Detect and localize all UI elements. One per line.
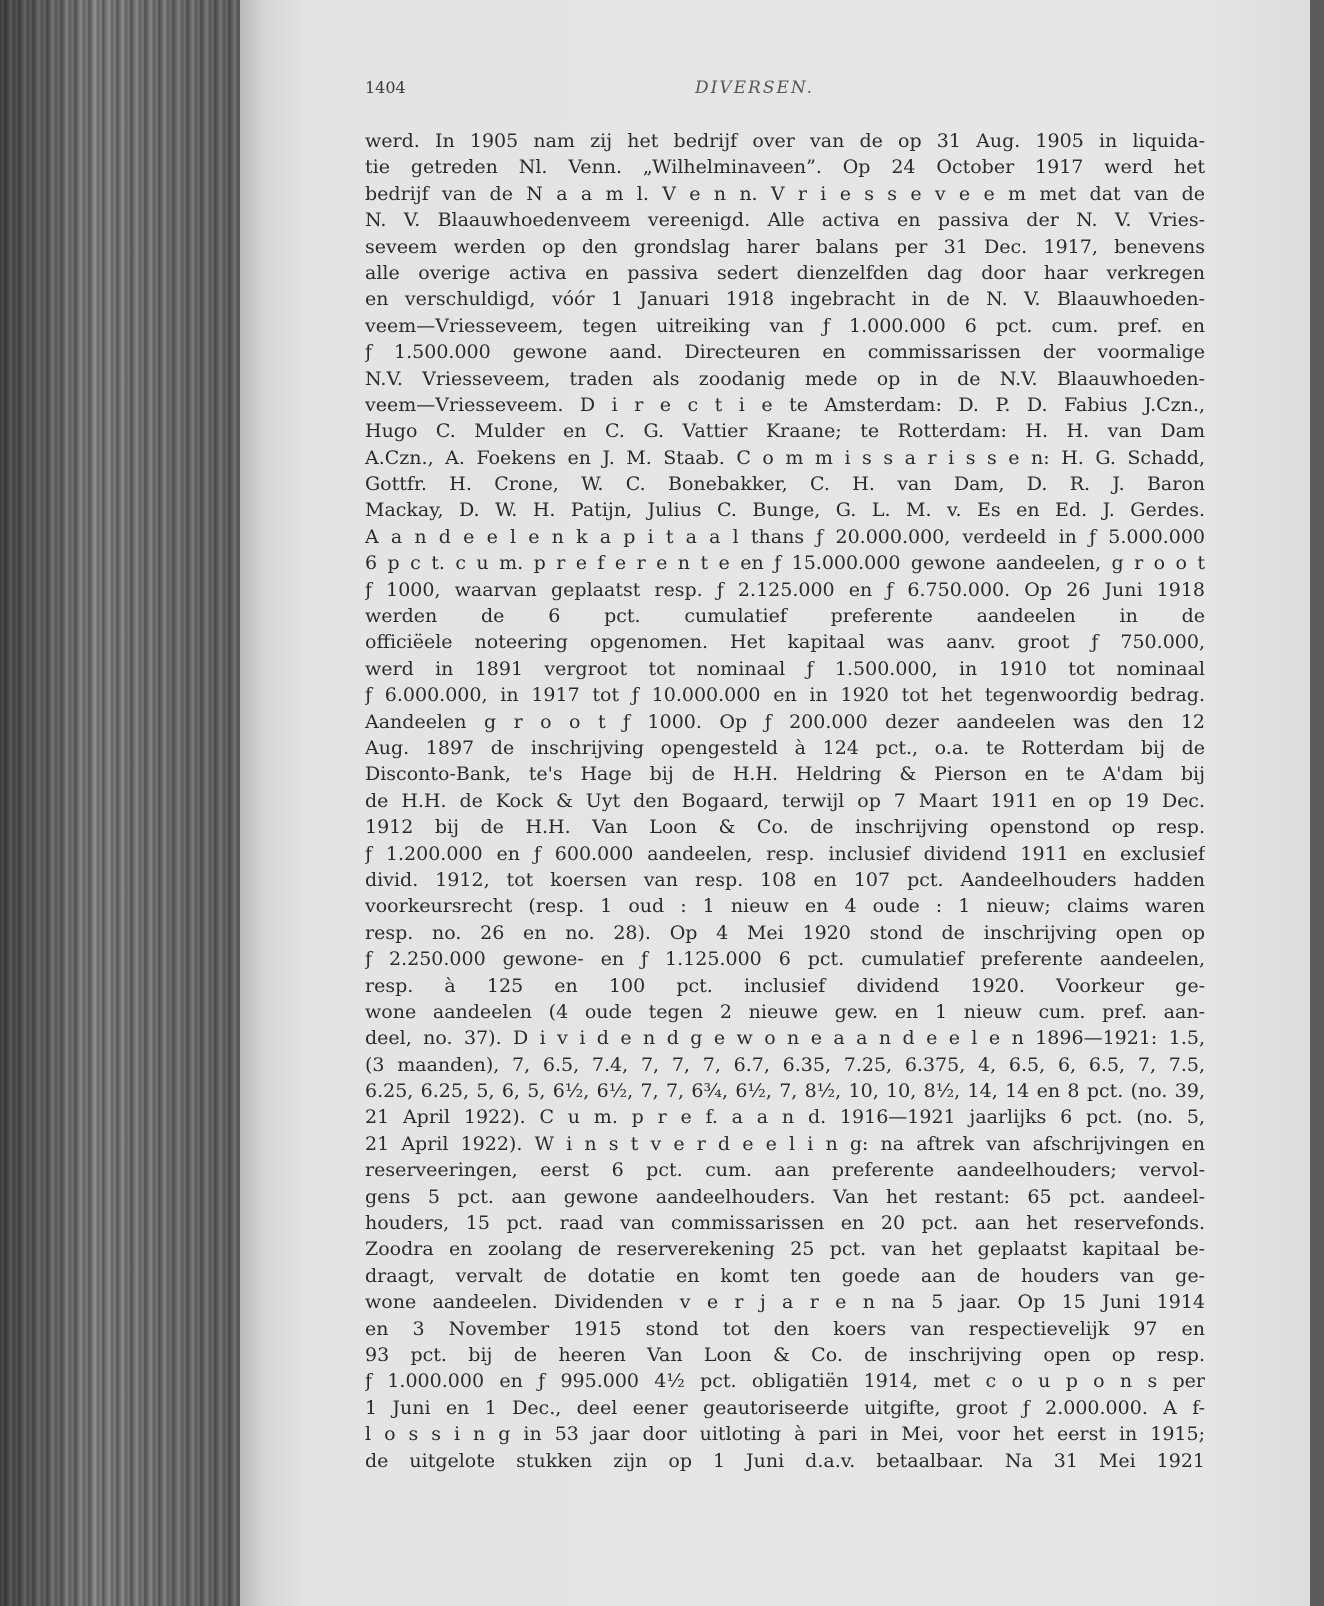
text-line: draagt, vervalt de dotatie en komt ten goede aan de houders van ge-: [365, 1264, 1205, 1287]
text-line: veem—Vriesseveem, tegen uitreiking van ƒ 1.000.000 6 pct. cum. pref. en: [365, 314, 1205, 337]
text-line: wone aandeelen (4 oude tegen 2 nieuwe gew. en 1 nieuw cum. pref. aan-: [365, 1000, 1205, 1023]
text-line: Hugo C. Mulder en C. G. Vattier Kraane; te Rotterdam: H. H. van Dam: [365, 420, 1205, 443]
text-line: l o s s i n g in 53 jaar door uitloting à pari in Mei, voor het eerst in 1915;: [365, 1423, 1205, 1446]
text-line: divid. 1912, tot koersen van resp. 108 en 107 pct. Aandeelhouders hadden: [365, 868, 1205, 891]
text-line: 6 p c t. c u m. p r e f e r e n t e en ƒ 15.000.000 gewone aandeelen, g r o o t: [365, 552, 1205, 575]
text-line: alle overige activa en passiva sedert dienzelfden dag door haar verkregen: [365, 261, 1205, 284]
running-head: [365, 78, 1165, 108]
text-line: seveem werden op den grondslag harer balans per 31 Dec. 1917, benevens: [365, 235, 1205, 258]
text-line: Disconto-Bank, te's Hage bij de H.H. Heldring & Pierson en te A'dam bij: [365, 763, 1205, 786]
text-line: werd. In 1905 nam zij het bedrijf over van de op 31 Aug. 1905 in liquida-: [365, 130, 1205, 152]
text-line: N.V. Vriesseveem, traden als zoodanig mede op in de N.V. Blaauwhoeden-: [365, 367, 1205, 390]
text-line: ƒ 1000, waarvan geplaatst resp. ƒ 2.125.000 en ƒ 6.750.000. Op 26 Juni 1918: [365, 578, 1205, 601]
text-line: ƒ 1.000.000 en ƒ 995.000 4½ pct. obligatiën 1914, met c o u p o n s per: [365, 1370, 1205, 1393]
text-line: veem—Vriesseveem. D i r e c t i e te Amsterdam: D. P. D. Fabius J.Czn.,: [365, 393, 1205, 416]
text-line: de uitgelote stukken zijn op 1 Juni d.a.v. betaalbaar. Na 31 Mei 1921: [365, 1449, 1205, 1472]
text-line: (3 maanden), 7, 6.5, 7.4, 7, 7, 7, 6.7, 6.35, 7.25, 6.375, 4, 6.5, 6, 6.5, 7, 7.5,: [365, 1053, 1205, 1076]
text-line: reserveeringen, eerst 6 pct. cum. aan preferente aandeelhouders; vervol-: [365, 1159, 1205, 1182]
text-line: en 3 November 1915 stond tot den koers van respectievelijk 97 en: [365, 1317, 1205, 1340]
text-line: resp. no. 26 en no. 28). Op 4 Mei 1920 stond de inschrijving open op: [365, 921, 1205, 944]
text-line: resp. à 125 en 100 pct. inclusief dividend 1920. Voorkeur ge-: [365, 974, 1205, 997]
text-line: wone aandeelen. Dividenden v e r j a r e n na 5 jaar. Op 15 Juni 1914: [365, 1291, 1205, 1314]
text-line: ƒ 6.000.000, in 1917 tot ƒ 10.000.000 en in 1920 tot het tegenwoordig bedrag.: [365, 684, 1205, 707]
text-line: voorkeursrecht (resp. 1 oud : 1 nieuw en 4 oude : 1 nieuw; claims waren: [365, 895, 1205, 918]
text-line: Aug. 1897 de inschrijving opengesteld à 124 pct., o.a. te Rotterdam bij de: [365, 736, 1205, 759]
text-line: houders, 15 pct. raad van commissarissen en 20 pct. aan het reservefonds.: [365, 1212, 1205, 1235]
text-line: 1 Juni en 1 Dec., deel eener geautoriseerde uitgifte, groot ƒ 2.000.000. A f-: [365, 1396, 1205, 1419]
text-line: Mackay, D. W. H. Patijn, Julius C. Bunge, G. L. M. v. Es en Ed. J. Gerdes.: [365, 499, 1205, 522]
text-line: gens 5 pct. aan gewone aandeelhouders. Van het restant: 65 pct. aandeel-: [365, 1185, 1205, 1208]
text-line: de H.H. de Kock & Uyt den Bogaard, terwijl op 7 Maart 1911 en op 19 Dec.: [365, 789, 1205, 812]
page-number: 1404: [365, 78, 406, 97]
text-line: Aandeelen g r o o t ƒ 1000. Op ƒ 200.000 dezer aandeelen was den 12: [365, 710, 1205, 733]
text-line: officiëele noteering opgenomen. Het kapitaal was aanv. groot ƒ 750.000,: [365, 631, 1205, 654]
text-line: werden de 6 pct. cumulatief preferente aandeelen in de: [365, 605, 1205, 628]
text-line: en verschuldigd, vóór 1 Januari 1918 ingebracht in de N. V. Blaauwhoeden-: [365, 288, 1205, 311]
text-line: 93 pct. bij de heeren Van Loon & Co. de inschrijving open op resp.: [365, 1343, 1205, 1366]
text-line: 21 April 1922). W i n s t v e r d e e l i n g: na aftrek van afschrijvingen en: [365, 1132, 1205, 1155]
text-line: werd in 1891 vergroot tot nominaal ƒ 1.500.000, in 1910 tot nominaal: [365, 657, 1205, 680]
text-line: Gottfr. H. Crone, W. C. Bonebakker, C. H. van Dam, D. R. J. Baron: [365, 473, 1205, 496]
text-line: 21 April 1922). C u m. p r e f. a a n d. 1916—1921 jaarlijks 6 pct. (no. 5,: [365, 1106, 1205, 1129]
scan-border: [1310, 0, 1324, 1606]
text-line: bedrijf van de N a a m l. V e n n. V r i e s s e v e e m met dat van de: [365, 182, 1205, 205]
text-line: 1912 bij de H.H. Van Loon & Co. de inschrijving openstond op resp.: [365, 816, 1205, 839]
text-line: Zoodra en zoolang de reserverekening 25 pct. van het geplaatst kapitaal be-: [365, 1238, 1205, 1261]
text-line: deel, no. 37). D i v i d e n d g e w o n e a a n d e e l e n 1896—1921: 1.5,: [365, 1027, 1205, 1050]
text-line: ƒ 1.200.000 en ƒ 600.000 aandeelen, resp. inclusief dividend 1911 en exclusief: [365, 842, 1205, 865]
text-line: ƒ 2.250.000 gewone- en ƒ 1.125.000 6 pct. cumulatief preferente aandeelen,: [365, 948, 1205, 971]
section-title: DIVERSEN.: [695, 78, 815, 98]
book-edge-shadow: [0, 0, 240, 1606]
text-line: N. V. Blaauwhoedenveem vereenigd. Alle activa en passiva der N. V. Vries-: [365, 209, 1205, 232]
text-line: 6.25, 6.25, 5, 6, 5, 6½, 6½, 7, 7, 6¾, 6½, 7, 8½, 10, 10, 8½, 14, 14 en 8 pct. (no. 39,: [365, 1080, 1205, 1103]
text-line: tie getreden Nl. Venn. „Wilhelminaveen”. Op 24 October 1917 werd het: [365, 156, 1205, 179]
text-line: A a n d e e l e n k a p i t a a l thans ƒ 20.000.000, verdeeld in ƒ 5.000.000: [365, 525, 1205, 548]
text-line: A.Czn., A. Foekens en J. M. Staab. C o m m i s s a r i s s e n: H. G. Schadd,: [365, 446, 1205, 469]
text-line: ƒ 1.500.000 gewone aand. Directeuren en commissarissen der voormalige: [365, 341, 1205, 364]
body-text: [365, 128, 1205, 1474]
